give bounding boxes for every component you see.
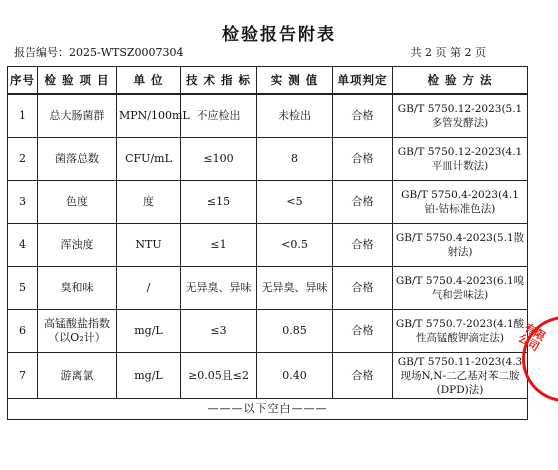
table-row — [8, 181, 528, 224]
cell-method: GB/T 5750.4-2023(6.1嗅气和尝味法) — [393, 267, 528, 310]
cell-value: 0.85 — [257, 310, 333, 353]
cell-value: <5 — [257, 181, 333, 224]
page-info: 共 2 页 第 2 页 — [410, 46, 486, 59]
cell-item: 游离氯 — [38, 353, 117, 399]
cell-method: GB/T 5750.12-2023(4.1平皿计数法) — [393, 138, 528, 181]
blank-below-note: ———以下空白——— — [8, 399, 528, 420]
cell-result: 合格 — [333, 267, 393, 310]
cell-method: GB/T 5750.4-2023(5.1散射法) — [393, 224, 528, 267]
header-value: 实 测 值 — [257, 67, 333, 95]
cell-method: GB/T 5750.7-2023(4.1酸性高锰酸钾滴定法) — [393, 310, 528, 353]
cell-no: 1 — [8, 94, 38, 138]
cell-value: 未检出 — [257, 94, 333, 138]
table-row — [8, 353, 528, 399]
cell-spec: ≥0.05且≤2 — [181, 353, 257, 399]
cell-no: 4 — [8, 224, 38, 267]
cell-unit: 度 — [117, 181, 181, 224]
cell-item: 高锰酸盐指数（以O₂计） — [38, 310, 117, 353]
cell-method: GB/T 5750.12-2023(5.1多管发酵法) — [393, 94, 528, 138]
report-number: 报告编号：2025-WTSZ0007304 — [14, 46, 184, 59]
cell-unit: MPN/100mL — [117, 94, 181, 138]
cell-result: 合格 — [333, 94, 393, 138]
cell-unit: / — [117, 267, 181, 310]
cell-spec: ≤1 — [181, 224, 257, 267]
cell-no: 7 — [8, 353, 38, 399]
cell-no: 5 — [8, 267, 38, 310]
page-title: 检验报告附表 — [222, 25, 336, 45]
table-row — [8, 224, 528, 267]
table-row — [8, 94, 528, 138]
cell-no: 2 — [8, 138, 38, 181]
cell-unit: mg/L — [117, 353, 181, 399]
cell-item: 臭和味 — [38, 267, 117, 310]
cell-result: 合格 — [333, 310, 393, 353]
company-seal-text: 有限公司 — [516, 321, 548, 354]
cell-result: 合格 — [333, 138, 393, 181]
cell-item: 总大肠菌群 — [38, 94, 117, 138]
table-footer-row — [8, 399, 528, 420]
header-result: 单项判定 — [333, 67, 393, 95]
cell-result: 合格 — [333, 181, 393, 224]
header-method: 检 验 方 法 — [393, 67, 528, 95]
cell-spec: ≤15 — [181, 181, 257, 224]
cell-result: 合格 — [333, 353, 393, 399]
header-item: 检 验 项 目 — [38, 67, 117, 95]
cell-unit: CFU/mL — [117, 138, 181, 181]
cell-value: <0.5 — [257, 224, 333, 267]
table-row — [8, 267, 528, 310]
cell-result: 合格 — [333, 224, 393, 267]
cell-item: 菌落总数 — [38, 138, 117, 181]
header-spec: 技 术 指 标 — [181, 67, 257, 95]
cell-method: GB/T 5750.4-2023(4.1铂-钴标准色法) — [393, 181, 528, 224]
header-no: 序号 — [8, 67, 38, 95]
cell-value: 0.40 — [257, 353, 333, 399]
table-header-row — [8, 67, 528, 95]
cell-unit: NTU — [117, 224, 181, 267]
table-row — [8, 310, 528, 353]
cell-value: 无异臭、异味 — [257, 267, 333, 310]
cell-item: 色度 — [38, 181, 117, 224]
cell-method: GB/T 5750.11-2023(4.3现场N,N-二乙基对苯二胺(DPD)法) — [393, 353, 528, 399]
cell-spec: ≤100 — [181, 138, 257, 181]
inspection-table — [7, 66, 528, 420]
table-row — [8, 138, 528, 181]
cell-no: 6 — [8, 310, 38, 353]
cell-value: 8 — [257, 138, 333, 181]
cell-spec: 不应检出 — [181, 94, 257, 138]
header-unit: 单 位 — [117, 67, 181, 95]
cell-item: 浑浊度 — [38, 224, 117, 267]
cell-no: 3 — [8, 181, 38, 224]
cell-spec: 无异臭、异味 — [181, 267, 257, 310]
cell-spec: ≤3 — [181, 310, 257, 353]
cell-unit: mg/L — [117, 310, 181, 353]
